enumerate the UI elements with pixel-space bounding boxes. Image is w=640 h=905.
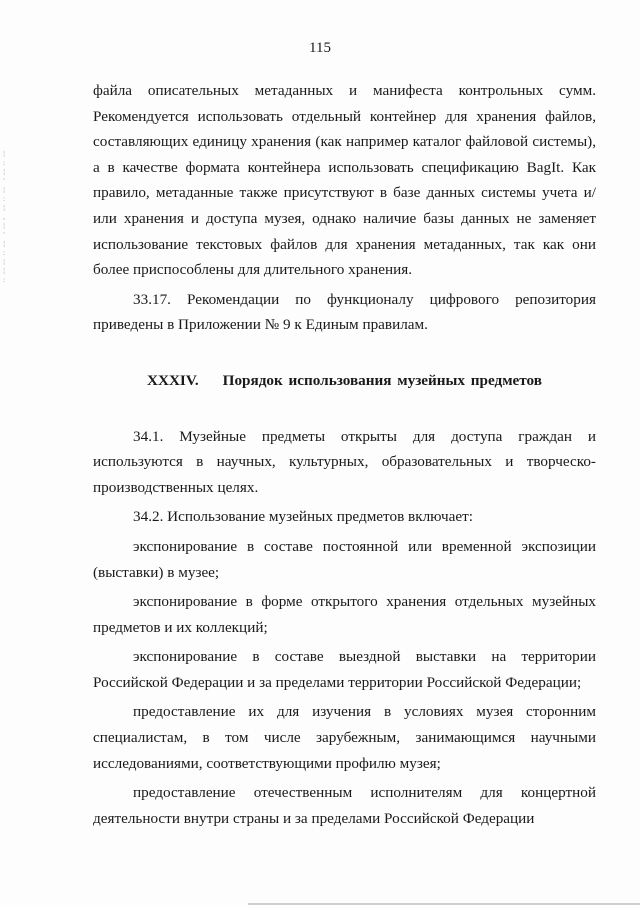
paragraph-continuation: файла описательных метаданных и манифеста контрольных сумм. Рекомендуется использовать отдельный контейнер для хранения файлов, составляющих единицу хранения (как например каталог файловой системы), а в качестве формата контейнера использовать спецификацию BagIt. Как правило, метаданные также присутствуют в базе данных системы учета и/или хранения и доступа музея, однако наличие базы данных не заменяет использование текстовых файлов для хранения метаданных, так как они более приспособлены для длительного хранения. <box>93 82 596 279</box>
list-item-study-provision: предоставление их для изучения в условиях музея сторонним специалистам, в том числе зарубежным, занимающимся научными исследованиями, соответствующими профилю музея; <box>93 703 596 772</box>
paragraph-34-2: 34.2. Использование музейных предметов включает: <box>133 508 473 526</box>
document-body <box>93 78 596 831</box>
section-heading <box>93 368 596 394</box>
list-item-concert-provision: предоставление отечественным исполнителям для концертной деятельности внутри страны и за пределами Российской Федерации <box>93 784 596 827</box>
section-heading-number: XXXIV. <box>147 371 199 389</box>
paragraph-33-17: 33.17. Рекомендации по функционалу цифрового репозитория приведены в Приложении № 9 к Единым правилам. <box>93 290 596 334</box>
page-number: 115 <box>309 40 331 56</box>
section-heading-title: Порядок использования музейных предметов <box>222 371 542 389</box>
paragraph-34-1: 34.1. Музейные предметы открыты для доступа граждан и используются в научных, культурных, образовательных и творческо-производственных целях. <box>93 427 596 496</box>
list-item-permanent-exposition: экспонирование в составе постоянной или временной экспозиции (выставки) в музее; <box>93 537 596 581</box>
list-item-open-storage: экспонирование в форме открытого хранения отдельных музейных предметов и их коллекций; <box>93 593 596 636</box>
list-item-traveling-exhibition: экспонирование в составе выездной выставки на территории Российской Федерации и за пределами территории Российской Федерации; <box>93 648 596 691</box>
scan-margin-marks: ¦ : ¦ ' ¦ : ¦ , ¦ ' ¦ : ¦ ¦ : <box>2 150 7 284</box>
